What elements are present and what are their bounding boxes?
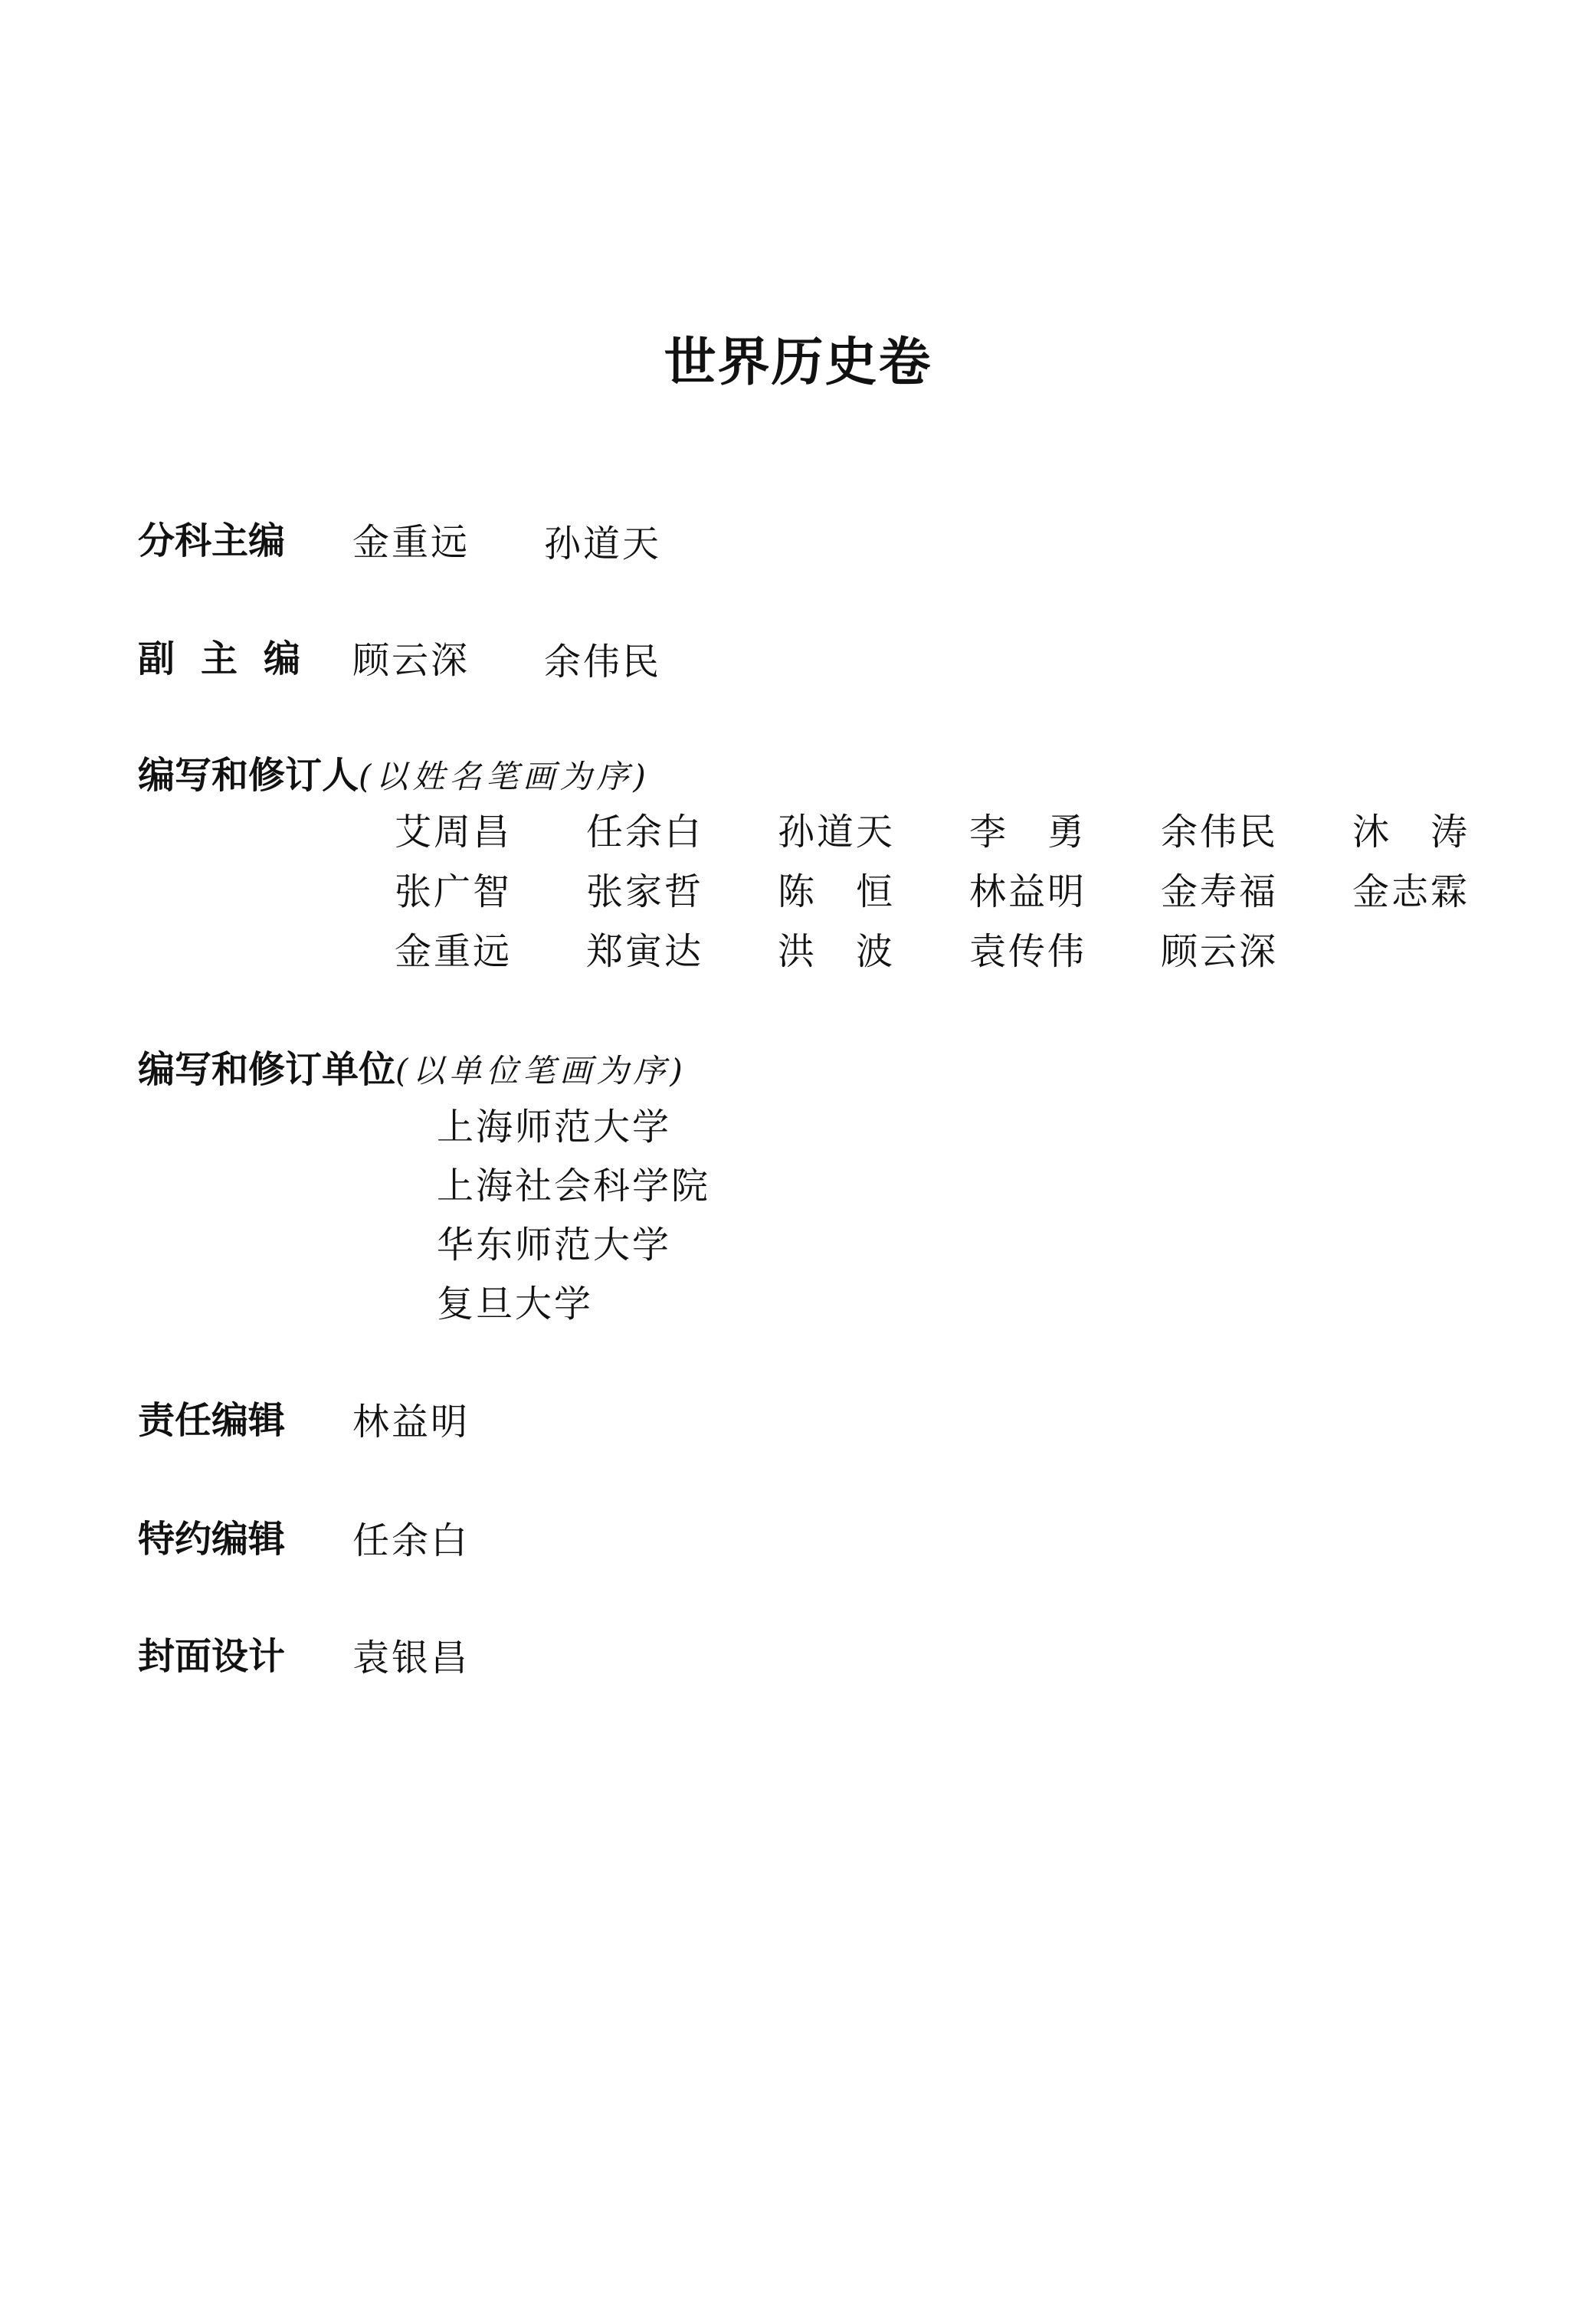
institutions-label-text: 编写和修订单位 [138,1048,396,1091]
writers-row [395,811,1529,873]
writer-name: 金志霖 [1352,870,1470,913]
writers-row [395,870,1529,933]
writer-name: 李 勇 [969,811,1087,854]
writers-row [395,930,1529,993]
contract-editor-name: 任余白 [352,1519,470,1562]
writer-name: 任余白 [586,811,704,854]
deputy-editors-label: 副主编 [138,637,327,680]
responsible-editor-name: 林益明 [352,1401,470,1443]
responsible-editor-label: 责任编辑 [138,1399,286,1442]
writers-label-text: 编写和修订人 [138,754,359,797]
institution-item: 复旦大学 [437,1283,594,1325]
writer-name: 洪 波 [778,930,896,973]
cover-designer-name: 袁银昌 [352,1637,470,1679]
writers-note: (以姓名笔画为序) [359,758,651,795]
writer-name: 林益明 [969,870,1087,913]
writer-name: 金重远 [395,930,513,973]
chief-editors-label: 分科主编 [138,519,286,562]
writer-name: 袁传伟 [969,930,1087,973]
writer-name: 陈 恒 [778,870,896,913]
writer-name: 张广智 [395,870,513,913]
writer-name: 郑寅达 [586,930,704,973]
institutions-note: (以单位笔画为序) [395,1052,687,1089]
writer-name: 孙道天 [778,811,896,854]
institutions-list [437,1106,711,1345]
chief-editor-name: 金重远 [352,521,470,564]
deputy-editor-name: 顾云深 [352,639,470,682]
page-title: 世界历史卷 [664,333,932,393]
contract-editor-label: 特约编辑 [138,1518,286,1561]
writer-name: 余伟民 [1161,811,1279,854]
writer-name: 金寿福 [1161,870,1279,913]
writer-name: 沐 涛 [1352,811,1470,854]
writers-grid [395,811,1529,993]
institutions-label [138,1048,687,1091]
writers-label [138,754,651,797]
institution-item: 上海师范大学 [437,1106,672,1148]
cover-design-label: 封面设计 [138,1635,286,1678]
writer-name: 艾周昌 [395,811,513,854]
institution-item: 上海社会科学院 [437,1165,711,1207]
institution-item: 华东师范大学 [437,1224,672,1266]
deputy-editor-name: 余伟民 [544,641,662,683]
chief-editor-name: 孙道天 [544,523,662,565]
writer-name: 张家哲 [586,870,704,913]
writer-name: 顾云深 [1161,930,1279,973]
